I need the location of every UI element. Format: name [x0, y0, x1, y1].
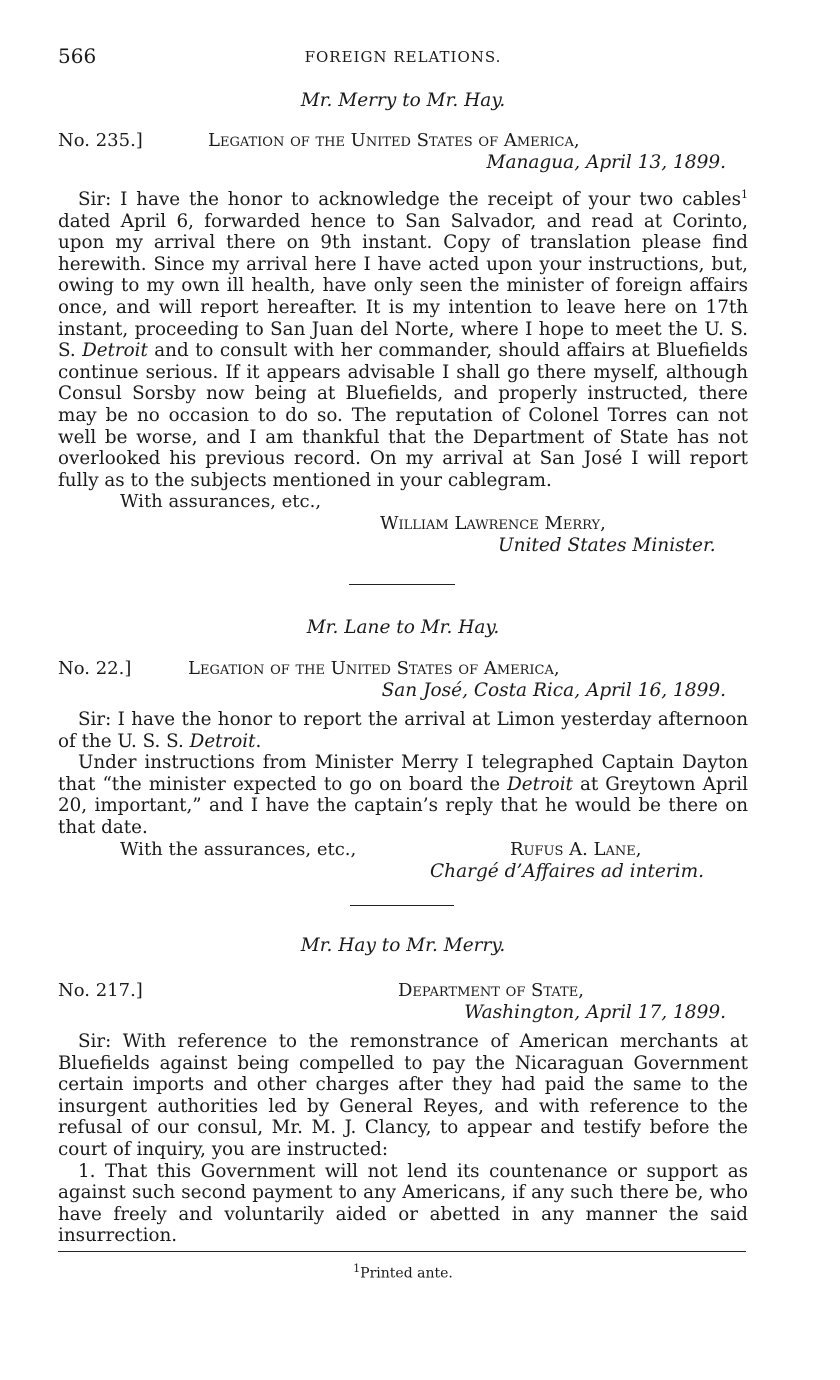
letter-body: Sir: I have the honor to report the arrival at Limon yesterday afternoon of the U. S. S. Detroit. [58, 709, 748, 752]
separator-rule [349, 584, 455, 585]
closing: With assurances, etc., [120, 491, 322, 513]
signature-title: Chargé d’Affaires ad interim. [430, 860, 705, 882]
letter-heading [58, 130, 748, 178]
footnote [58, 1262, 748, 1282]
footnote-mark: 1 [353, 1262, 361, 1275]
legation-line: Legation of the United States of America, [188, 658, 560, 679]
letter-body: 1. That this Government will not lend its countenance or support as against such second payment to any Americans, if any such there be, who have freely and voluntarily aided or abetted in any manner the said insurrection. [58, 1160, 748, 1247]
place-date: San José, Costa Rica, April 16, 1899. [381, 680, 726, 701]
letter-lane-to-hay [58, 615, 748, 883]
signature-title: United States Minister. [498, 535, 716, 557]
closing: With the assurances, etc., [120, 838, 357, 860]
document-page [58, 0, 748, 1380]
footnote-text: Printed ante. [360, 1265, 453, 1282]
signature-block [58, 839, 748, 883]
legation-line: Legation of the United States of America, [208, 130, 580, 151]
letter-body: Sir: With reference to the remonstrance of American merchants at Bluefields against being compelled to pay the Nicaraguan Government certain imports and other charges after they had paid the same to the insurgent authorities led by General Reyes, and with reference to the refusal of our consul, Mr. M. J. Clancy, to appear and testify before the court of inquiry, you are instructed: [58, 1031, 748, 1160]
ship-name: Detroit [189, 730, 256, 752]
place-date: Washington, April 17, 1899. [464, 1002, 726, 1023]
running-title: FOREIGN RELATIONS. [304, 48, 502, 66]
letter-title: Mr. Lane to Mr. Hay. [306, 617, 500, 638]
despatch-number: No. 235.] [58, 130, 143, 151]
place-date: Managua, April 13, 1899. [486, 152, 726, 173]
letter-heading [58, 980, 748, 1028]
footnote-ref: 1 [741, 188, 748, 201]
despatch-number: No. 217.] [58, 980, 143, 1001]
letter-merry-to-hay [58, 88, 748, 557]
ship-name: Detroit [507, 773, 573, 795]
separator-rule [350, 905, 454, 906]
signature: William Lawrence Merry, [380, 513, 606, 535]
page-header [58, 44, 748, 74]
letter-heading [58, 658, 748, 706]
page-number: 566 [58, 44, 97, 68]
department-line: Department of State, [398, 980, 584, 1001]
letter-body: Sir: I have the honor to acknowledge the receipt of your two cables$^1$ dated April 6, forwarded hence to San Salvador, and read at Corinto, upon my arrival there on 9th instant. Copy of translation please find herewith. Since my arrival here I have acted upon your instructions, but, owing to my own ill health, have only seen the minister of foreign affairs once, and will report hereafter. It is my intention to leave here on 17th instant, proceeding to San Juan del Norte, where I hope to meet the U. S. S. Detroit and to consult with her commander, should affairs at Bluefields continue serious. If it appears advisable I shall go there myself, although Consul Sorsby now being at Bluefields, and properly instructed, there may be no occasion to do so. The reputation of Colonel Torres can not well be worse, and I am thankful that the Department of State has not overlooked his previous record. On my arrival at San José I will report fully as to the subjects mentioned in your cablegram. [58, 188, 749, 491]
signature-block [58, 513, 748, 557]
signature: Rufus A. Lane, [510, 838, 642, 860]
footnote-rule [58, 1251, 746, 1252]
letter-title: Mr. Hay to Mr. Merry. [300, 935, 506, 956]
letter-hay-to-merry [58, 933, 748, 1247]
ship-name: Detroit [82, 340, 148, 362]
despatch-number: No. 22.] [58, 658, 132, 679]
letter-body: Under instructions from Minister Merry I telegraphed Captain Dayton that “the minister expected to go on board the Detroit at Greytown April 20, important,” and I have the captain’s reply that he would be there on that date. [58, 752, 748, 838]
letter-title: Mr. Merry to Mr. Hay. [300, 90, 506, 111]
